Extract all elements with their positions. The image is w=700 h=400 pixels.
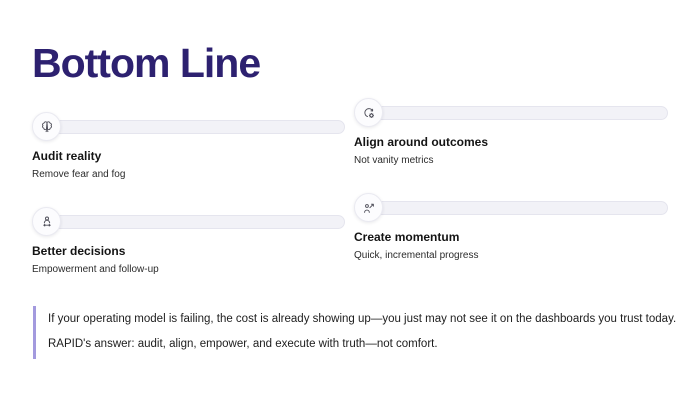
divider-bar bbox=[367, 106, 668, 120]
feature-subtitle: Remove fear and fog bbox=[32, 169, 126, 180]
divider-bar bbox=[45, 215, 345, 229]
target-gear-icon bbox=[354, 98, 383, 127]
callout-line-2: RAPID's answer: audit, align, empower, and execute with truth—not comfort. bbox=[48, 338, 438, 350]
feature-header bbox=[354, 98, 668, 127]
feature-align-outcomes bbox=[354, 98, 668, 166]
feature-header bbox=[354, 193, 668, 222]
feature-subtitle: Empowerment and follow-up bbox=[32, 264, 159, 275]
feature-header bbox=[32, 207, 345, 236]
page-title: Bottom Line bbox=[32, 40, 261, 86]
person-hierarchy-icon bbox=[32, 207, 61, 236]
divider-bar bbox=[45, 120, 345, 134]
feature-subtitle: Not vanity metrics bbox=[354, 155, 434, 166]
feature-title: Better decisions bbox=[32, 244, 126, 258]
feature-title: Align around outcomes bbox=[354, 135, 489, 149]
feature-better-decisions bbox=[32, 207, 345, 275]
feature-create-momentum bbox=[354, 193, 668, 261]
callout-line-1: If your operating model is failing, the cost is already showing up—you just may not see it on the dashboards you trust today. bbox=[48, 313, 677, 325]
feature-title: Audit reality bbox=[32, 149, 102, 163]
feature-audit-reality bbox=[32, 112, 345, 180]
feature-subtitle: Quick, incremental progress bbox=[354, 250, 479, 261]
divider-bar bbox=[367, 201, 668, 215]
callout-block bbox=[33, 306, 680, 359]
person-rise-icon bbox=[354, 193, 383, 222]
feature-header bbox=[32, 112, 345, 141]
feature-title: Create momentum bbox=[354, 230, 460, 244]
brain-icon bbox=[32, 112, 61, 141]
